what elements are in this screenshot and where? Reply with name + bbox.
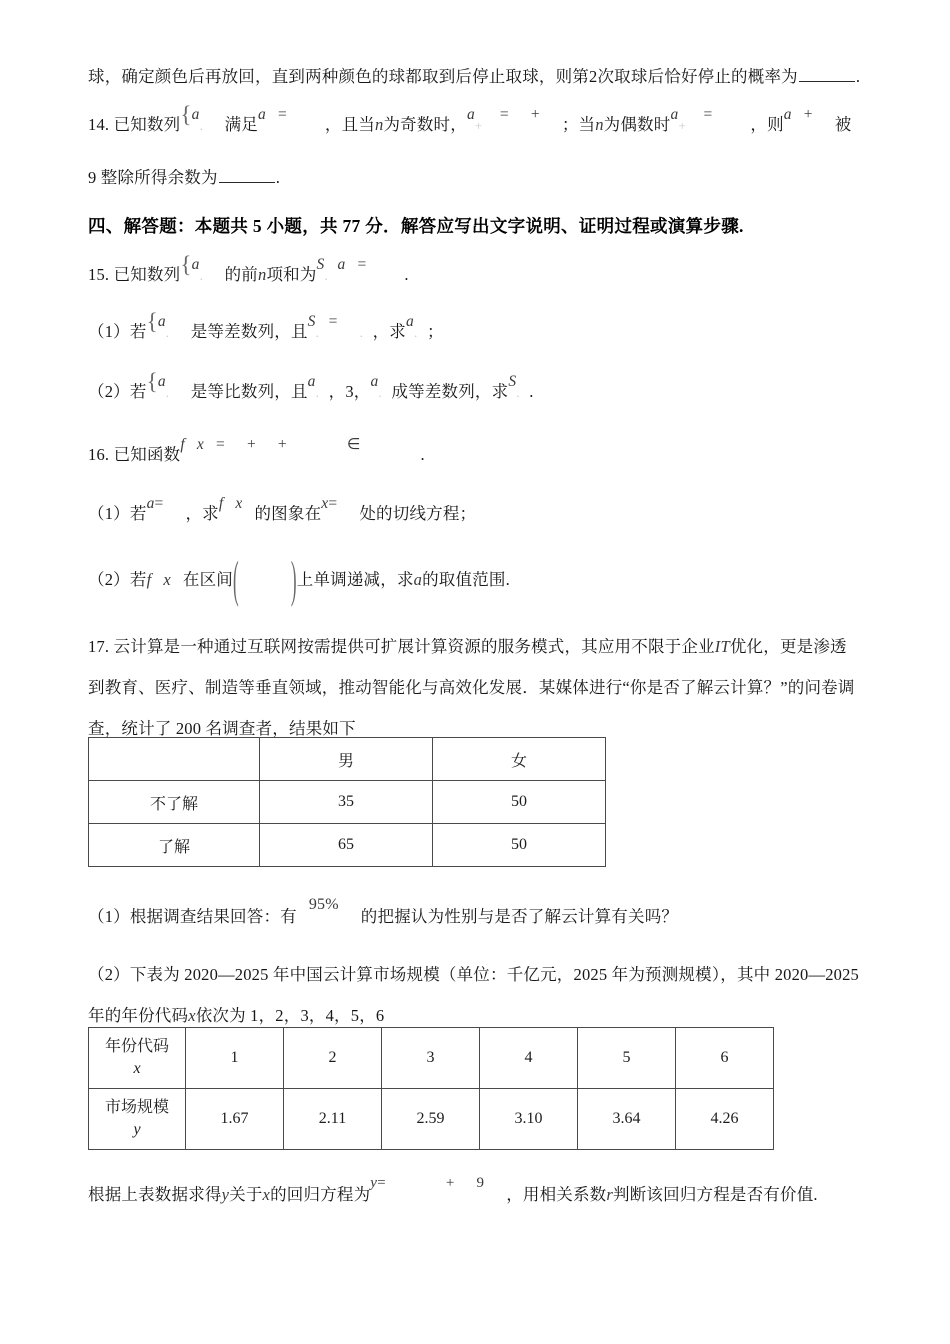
- q14-frag-c-var: a: [783, 106, 792, 123]
- q13-number-2: 2: [589, 67, 598, 86]
- question-15-stem: [88, 252, 409, 296]
- q14-eq-var: a: [257, 106, 266, 123]
- q17-tail-mid: 的回归方程为: [270, 1185, 371, 1204]
- q16-sub2-x: x: [163, 570, 171, 589]
- question-14-line-2: [88, 157, 280, 198]
- q15-sub2-label: （2）若: [88, 382, 147, 401]
- q16-sub2-a: a: [413, 570, 423, 589]
- ghost-subscript: .: [359, 325, 364, 340]
- table-corner-cell: [89, 738, 260, 781]
- q16-sub1-f: f: [218, 495, 224, 512]
- q16-sub2-tail-2: 的取值范围.: [422, 570, 510, 589]
- q15-sub1-mid: 是等差数列，且: [190, 322, 308, 341]
- ghost-subscript: .: [199, 118, 204, 133]
- q15-sub1-S: S: [307, 313, 316, 330]
- q16-sub1-eq: =: [154, 495, 164, 512]
- q14-frag-c-plus: +: [803, 106, 813, 123]
- market-size-table: [88, 1027, 774, 1150]
- q17-confidence-level: 95%: [308, 896, 339, 913]
- q15-mid2: 项和为: [266, 265, 317, 284]
- q17-tail-y: y: [221, 1185, 230, 1204]
- question-17-line-3: 查，统计了 200 名调查者，结果如下: [88, 719, 356, 738]
- ghost-subscript: .: [315, 325, 320, 340]
- q17-tail-pre: 根据上表数据求得: [88, 1185, 222, 1204]
- q17-tail-r: r: [606, 1185, 614, 1204]
- q16-sub1-x: x: [235, 495, 243, 512]
- q13-period: .: [855, 67, 861, 86]
- ghost-subscript: .: [165, 385, 170, 400]
- ghost-subscript: .: [324, 268, 328, 283]
- q17-body-line-1b: 优化，更是渗透: [729, 637, 847, 656]
- q15-sub2-comma-2: ，: [353, 382, 371, 401]
- q16-sub1-a: a: [146, 495, 155, 512]
- q16-sub2-tail: 上单调递减，求: [296, 570, 414, 589]
- q14-n-var-2: n: [595, 115, 604, 134]
- table-header-female: 女: [433, 738, 606, 781]
- q14-cond-odd-tail: 为奇数时，: [383, 115, 467, 134]
- q14-frag-plus: +: [530, 106, 540, 123]
- question-16-sub-1: [88, 493, 476, 535]
- question-14-line-1: [88, 102, 851, 146]
- q17-tail-about: 关于: [229, 1185, 263, 1204]
- q16-equals: =: [215, 436, 225, 453]
- q16-in-symbol: ∈: [346, 436, 361, 453]
- q17-eq-plus: +: [445, 1175, 455, 1191]
- cell-not-aware-male: 35: [260, 781, 433, 824]
- table-header-row: [89, 738, 606, 781]
- q14-nine: 9: [88, 168, 97, 187]
- q16-plus-2: +: [277, 436, 287, 453]
- q14-frag-a-var: a: [466, 106, 475, 123]
- row-header-market-size-var: y: [133, 1121, 141, 1138]
- row-header-market-size: [89, 1089, 186, 1150]
- answer-blank[interactable]: [219, 168, 275, 183]
- cell-aware-male: 65: [260, 824, 433, 867]
- q16-sub1-mid: 的图象在: [254, 504, 322, 523]
- q14-line2-text: 整除所得余数为: [100, 168, 218, 187]
- q14-frag-eq: =: [499, 106, 509, 123]
- cell-year-code-1: 1: [186, 1028, 284, 1089]
- ghost-subscript: .: [378, 385, 382, 400]
- cell-not-aware-female: 50: [433, 781, 606, 824]
- q17-eq-y: y: [370, 1175, 378, 1191]
- q17-it-label: IT: [714, 637, 730, 656]
- question-17-sub-1: [88, 896, 678, 938]
- cell-market-size-1: 1.67: [186, 1089, 284, 1150]
- ghost-subscript: +: [678, 118, 686, 133]
- q17-eq-equals: =: [377, 1175, 386, 1191]
- table-row: [89, 824, 606, 867]
- q15-sub1-eq: =: [328, 313, 338, 330]
- q16-period: .: [420, 445, 425, 464]
- q15-sub2-a2: a: [370, 373, 379, 390]
- q15-sub2-mid: 是等比数列，且: [190, 382, 308, 401]
- q15-sub2-comma-1: ，: [328, 382, 346, 401]
- question-16-sub-2: [88, 551, 510, 608]
- q17-sub1-post: 的把握认为性别与是否了解云计算有关吗？: [360, 907, 679, 926]
- question-13-tail: [88, 56, 860, 97]
- q17-number: 17.: [88, 637, 110, 656]
- q15-equals: =: [357, 256, 367, 273]
- cell-market-size-3: 2.59: [382, 1089, 480, 1150]
- cell-market-size-6: 4.26: [676, 1089, 774, 1150]
- table-row: [89, 1028, 774, 1089]
- q14-number: 14.: [88, 115, 110, 134]
- q14-cond-even-tail: 为偶数时: [603, 115, 671, 134]
- q15-seq-var: a: [191, 256, 200, 273]
- q16-sub2-label: （2）若: [88, 570, 147, 589]
- question-17-sub-2-line-1: （2）下表为 2020—2025 年中国云计算市场规模（单位：千亿元，2025 年为预测规模），其中 2020—2025: [88, 965, 859, 984]
- q15-sub1-brace: {: [146, 309, 158, 334]
- cell-year-code-6: 6: [676, 1028, 774, 1089]
- q14-then: 则: [767, 115, 784, 134]
- q14-comma-1: ，: [324, 115, 342, 134]
- question-16-stem: [88, 434, 425, 476]
- q14-equals: =: [277, 106, 287, 123]
- q17-sub1-pre: （1）根据调查结果回答：有: [88, 907, 297, 926]
- cell-market-size-5: 3.64: [578, 1089, 676, 1150]
- q16-sub1-tail: 处的切线方程；: [359, 504, 477, 523]
- ghost-subscript: .: [315, 385, 320, 400]
- cell-year-code-5: 5: [578, 1028, 676, 1089]
- q14-frag-b-var: a: [670, 106, 679, 123]
- row-header-year-code-label: 年份代码: [104, 1038, 169, 1055]
- q15-sub2-S: S: [508, 373, 517, 390]
- q16-sub2-f: f: [146, 570, 152, 589]
- q16-sub1-eq-2: =: [328, 495, 338, 512]
- question-15-sub-1: [88, 309, 444, 353]
- cell-year-code-3: 3: [382, 1028, 480, 1089]
- q14-lead: 已知数列: [113, 115, 181, 134]
- q16-sub1-x-eq: x: [321, 495, 329, 512]
- q15-sub2-end: .: [529, 382, 534, 401]
- q17-sub2-x-var: x: [188, 1006, 196, 1025]
- q14-cond-even: 当: [578, 115, 596, 134]
- q16-f-var: f: [180, 436, 185, 453]
- question-17-line-1: [88, 626, 847, 667]
- table-header-male: 男: [260, 738, 433, 781]
- q17-body-line-1: 云计算是一种通过互联网按需提供可扩展计算资源的服务模式，其应用不限于企业: [113, 637, 715, 656]
- q14-open-brace: {: [180, 102, 192, 127]
- q17-tail-x: x: [262, 1185, 271, 1204]
- row-header-market-size-label: 市场规模: [104, 1099, 169, 1116]
- q14-cond-odd: 且当: [341, 115, 375, 134]
- q16-sub1-label: （1）若: [88, 504, 147, 523]
- ghost-subscript: +: [474, 118, 483, 133]
- q16-empty-interval: ( ): [233, 551, 297, 608]
- ghost-subscript: .: [516, 385, 520, 400]
- row-label-aware: 了解: [89, 824, 260, 867]
- q14-n-var: n: [375, 115, 384, 134]
- survey-table: [88, 737, 606, 867]
- q14-comma-2: ，: [750, 115, 768, 134]
- q15-sub2-a1: a: [307, 373, 316, 390]
- q17-sub2-line2-a: 年的年份代码: [88, 1006, 189, 1025]
- q17-sub2-line2-b: 依次为 1，2，3，4，5，6: [195, 1006, 385, 1025]
- q16-x-var: x: [196, 436, 204, 453]
- q13-text-c: 次取球后恰好停止的概率为: [597, 67, 798, 86]
- cell-market-size-4: 3.10: [480, 1089, 578, 1150]
- q15-open-brace: {: [180, 252, 192, 277]
- question-17-line-2: 到教育、医疗、制造等垂直领域，推动智能化与高效化发展．某媒体进行“你是否了解云计算？”的问卷调: [88, 678, 855, 697]
- cell-year-code-4: 4: [480, 1028, 578, 1089]
- section-4-title: 四、解答题：本题共 5 小题，共 77 分．解答应写出文字说明、证明过程或演算步骤.: [88, 216, 744, 236]
- q17-tail-post-a: ，用相关系数: [506, 1185, 607, 1204]
- q15-a-var: a: [337, 256, 346, 273]
- table-row: [89, 1089, 774, 1150]
- cell-year-code-2: 2: [284, 1028, 382, 1089]
- q16-lead: 已知函数: [113, 445, 181, 464]
- ghost-subscript: .: [165, 325, 170, 340]
- ghost-subscript: .: [413, 325, 418, 340]
- q15-sub1-var: a: [157, 313, 166, 330]
- answer-blank[interactable]: [799, 67, 855, 82]
- q16-sub2-mid: 在区间: [182, 570, 233, 589]
- table-row: [89, 781, 606, 824]
- q17-eq-nine: 9: [476, 1175, 485, 1191]
- cell-market-size-2: 2.11: [284, 1089, 382, 1150]
- q13-text-a: 球，确定颜色后再放回，直到两种颜色的球都取到后停止取球，则第: [88, 67, 589, 86]
- q17-tail-post-b: 判断该回归方程是否有价值.: [613, 1185, 818, 1204]
- q14-divided-by: 被: [834, 115, 852, 134]
- q14-line2-period: .: [275, 168, 281, 187]
- q15-number: 15.: [88, 265, 110, 284]
- q16-sub1-comma: ，求: [185, 504, 219, 523]
- row-header-year-code: [89, 1028, 186, 1089]
- q15-sub2-mid2: 成等差数列，求: [391, 382, 509, 401]
- q15-n-var: n: [257, 265, 267, 284]
- q15-lead: 已知数列: [113, 265, 181, 284]
- ghost-subscript: .: [199, 268, 204, 283]
- q14-frag-b-eq: =: [703, 106, 713, 123]
- q15-sub2-three: 3: [345, 382, 354, 401]
- q15-sub2-brace: {: [146, 369, 158, 394]
- q15-S-var: S: [316, 256, 325, 273]
- question-15-sub-2: [88, 369, 534, 413]
- q16-plus-1: +: [246, 436, 256, 453]
- q15-sub1-ask: ，求: [372, 322, 406, 341]
- q15-sub2-var: a: [157, 373, 166, 390]
- question-17-regression-line: [88, 1174, 818, 1217]
- q15-mid: 的前: [224, 265, 258, 284]
- row-header-year-code-var: x: [133, 1060, 141, 1077]
- q14-semicolon: ；: [561, 115, 579, 134]
- q14-seq-var: a: [191, 106, 200, 123]
- q15-sub1-a: a: [405, 313, 414, 330]
- q15-sub1-label: （1）若: [88, 322, 147, 341]
- q15-period: .: [404, 265, 409, 284]
- cell-aware-female: 50: [433, 824, 606, 867]
- q14-satisfy: 满足: [224, 115, 258, 134]
- q15-sub1-end: ；: [426, 322, 444, 341]
- q16-number: 16.: [88, 445, 110, 464]
- row-label-not-aware: 不了解: [89, 781, 260, 824]
